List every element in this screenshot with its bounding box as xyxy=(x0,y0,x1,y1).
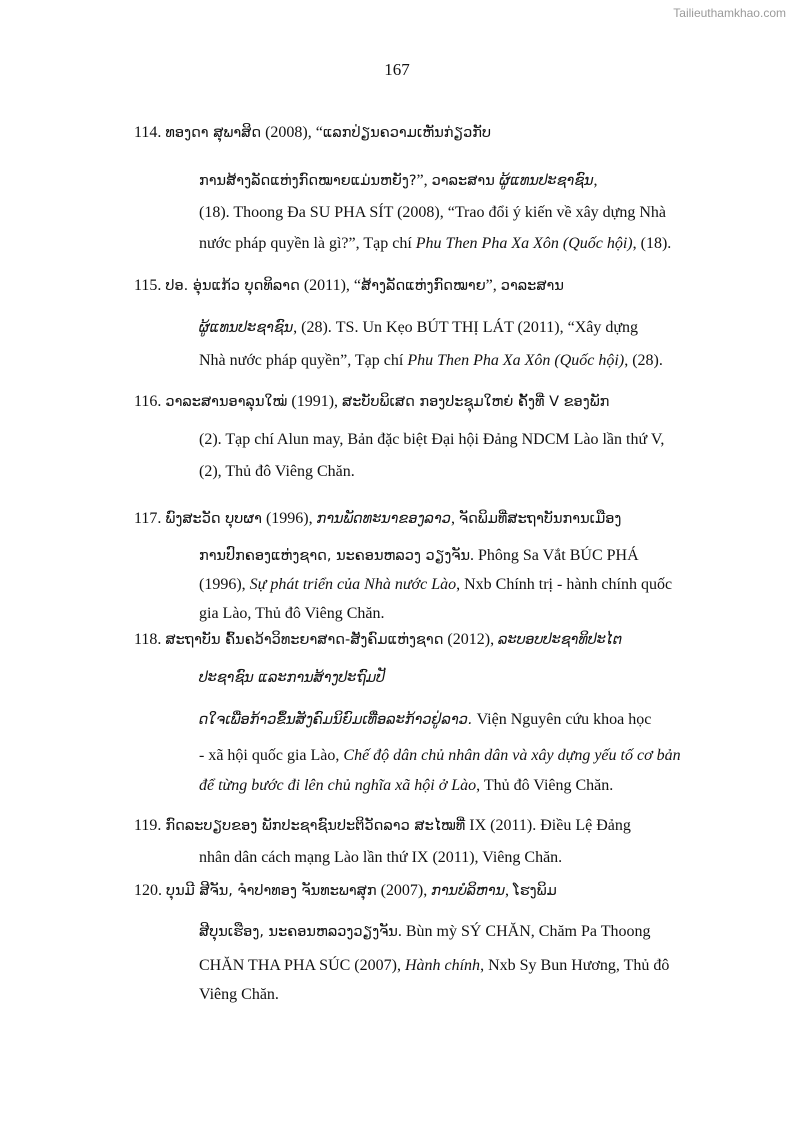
reference-line xyxy=(199,668,385,688)
reference-text: Viêng Chăn. xyxy=(199,986,279,1003)
reference-text: (1996), xyxy=(261,510,317,527)
italic-title-text: ປະຊາຊົນ ແລະການສ້າງປະຖົມປັ xyxy=(199,670,385,686)
italic-title-text: ການພັດທະນາຂອງລາວ xyxy=(316,511,451,527)
reference-line xyxy=(134,123,491,143)
italic-title-text: để từng bước đi lên chủ nghĩa xã hội ở Lào xyxy=(199,777,477,794)
page-number: 167 xyxy=(384,60,410,79)
reference-text: ແລກປ່ຽນຄວາມເຫັນກ່ຽວກັບ xyxy=(322,125,492,141)
reference-text: , Thủ đô Viêng Chăn. xyxy=(476,777,614,794)
reference-line xyxy=(199,234,671,254)
reference-line xyxy=(199,746,681,766)
reference-text: (2011), “ xyxy=(299,277,362,294)
reference-line xyxy=(199,430,664,450)
reference-text: ວາລະສານ xyxy=(431,173,500,189)
reference-line xyxy=(134,881,557,901)
reference-text: ທອງດາ ສຸພາສິດ xyxy=(165,125,262,141)
reference-text: ສະບັບພິເສດ ກອງປະຊຸມໃຫຍ່ ຄັ້ງທີ່ V ຂອງພັກ xyxy=(342,394,610,410)
watermark: Tailieuthamkhao.com xyxy=(673,6,786,20)
reference-line xyxy=(134,630,622,650)
reference-line xyxy=(199,351,663,371)
reference-text: , (18). xyxy=(632,235,672,252)
reference-text: ບຸນມີ ສີຈັນ, ຈຳປາທອງ ຈັນທະພາສຸກ xyxy=(166,883,377,899)
reference-line xyxy=(199,575,672,595)
reference-line xyxy=(199,848,562,868)
reference-line xyxy=(134,276,564,296)
italic-title-text: ຜູ້ແທນປະຊາຊົນ xyxy=(499,173,594,189)
italic-title-text: Phu Then Pha Xa Xôn (Quốc hội) xyxy=(407,352,625,369)
reference-text: ໂຮງພິມ xyxy=(513,883,557,899)
reference-line xyxy=(199,922,650,942)
reference-text: , (28). TS. Un Kẹo BÚT THỊ LÁT (2011), “Xây dựng xyxy=(293,319,639,336)
reference-text: ວາລະສານອາລຸນໃໝ່ xyxy=(165,394,288,410)
reference-text: ຈັດພິມທີ່ສະຖາບັນການເມືອງ xyxy=(458,511,622,527)
reference-text: ກົດລະບຽບຂອງ ພັກປະຊາຊົນປະຕິວັດລາວ ສະໄໝທີ່ xyxy=(165,818,466,834)
reference-line xyxy=(134,816,631,836)
reference-text: ສີບຸນເຮືອງ, ນະຄອນຫລວງວຽງຈັນ xyxy=(199,924,398,940)
reference-text: ການສ້າງລັດແຫ່ງກົດໝາຍແມ່ນຫຍັງ? xyxy=(199,173,417,189)
italic-title-text: Phu Then Pha Xa Xôn (Quốc hội) xyxy=(415,235,633,252)
italic-title-text: ການບໍລິຫານ xyxy=(431,883,506,899)
reference-line xyxy=(199,318,638,338)
reference-line xyxy=(199,604,385,624)
reference-text: Nhà nước pháp quyền”, Tạp chí xyxy=(199,352,408,369)
reference-text: 117. xyxy=(134,510,166,527)
reference-line xyxy=(199,710,651,730)
reference-line xyxy=(199,546,639,566)
italic-title-text: Chế độ dân chủ nhân dân và xây dựng yếu tố cơ bản xyxy=(343,747,681,764)
reference-text: ສ້າງລັດແຫ່ງກົດໝາຍ xyxy=(361,278,486,294)
reference-text: , Nxb Sy Bun Hương, Thủ đô xyxy=(480,957,670,974)
italic-title-text: ລະບອບປະຊາທິປະໄຕ xyxy=(498,632,623,648)
reference-text: , Nxb Chính trị - hành chính quốc xyxy=(456,576,673,593)
italic-title-text: ຜູ້ແທນປະຊາຊົນ xyxy=(199,320,294,336)
reference-text: (2007), xyxy=(376,882,432,899)
reference-text: Viện Nguyên cứu khoa học xyxy=(472,711,652,728)
reference-text: ພົງສະວັດ ບຸບຜາ xyxy=(165,511,262,527)
reference-text: nhân dân cách mạng Lào lần thứ IX (2011), Viêng Chăn. xyxy=(199,849,563,866)
reference-text: ປອ. ອຸ່ນແກ້ວ ບຸດທິລາດ xyxy=(165,278,300,294)
reference-line xyxy=(199,203,666,223)
reference-text: 119. xyxy=(134,817,166,834)
reference-text: ”, xyxy=(416,172,432,189)
reference-line xyxy=(199,985,279,1005)
reference-text: , xyxy=(505,882,514,899)
reference-text: , xyxy=(593,172,598,189)
reference-text: (1991), xyxy=(287,393,343,410)
reference-text: IX (2011). Điều Lệ Đảng xyxy=(465,817,631,834)
reference-text: ການປົກຄອງແຫ່ງຊາດ, ນະຄອນຫລວງ ວຽງຈັນ xyxy=(199,548,470,564)
reference-line xyxy=(199,462,355,482)
reference-text: 115. xyxy=(134,277,166,294)
reference-text: (2), Thủ đô Viêng Chăn. xyxy=(199,463,355,480)
reference-line xyxy=(199,776,613,796)
reference-text: (2008), “ xyxy=(261,124,323,141)
reference-text: ”, xyxy=(485,277,501,294)
reference-line xyxy=(134,509,621,529)
reference-text: , (28). xyxy=(624,352,663,369)
reference-line xyxy=(199,171,598,191)
reference-line xyxy=(199,956,669,976)
reference-text: ວາລະສານ xyxy=(500,278,564,294)
reference-text: 116. xyxy=(134,393,166,410)
italic-title-text: ດໃຈເພື່ອກ້າວຂຶ້ນສັງຄົມນິຍົມເທື່ອລະກ້າວຢູ່ລາວ. xyxy=(199,712,473,728)
reference-text: (2012), xyxy=(443,631,499,648)
reference-line xyxy=(134,392,609,412)
reference-text: (1996), xyxy=(199,576,250,593)
reference-text: , xyxy=(450,510,459,527)
reference-text: CHĂN THA PHA SÚC (2007), xyxy=(199,957,405,974)
reference-text: . Phông Sa Vắt BÚC PHÁ xyxy=(470,547,639,564)
reference-text: (2). Tạp chí Alun may, Bản đặc biệt Đại hội Đảng NDCM Lào lần thứ V, xyxy=(199,431,665,448)
reference-text: . Bùn mỳ SÝ CHĂN, Chăm Pa Thoong xyxy=(397,923,651,940)
reference-text: ສະຖາບັນ ຄົ້ນຄວ້າວິທະຍາສາດ-ສັງຄົມແຫ່ງຊາດ xyxy=(165,632,444,648)
reference-text: 120. xyxy=(134,882,166,899)
reference-text: 114. xyxy=(134,124,166,141)
italic-title-text: Hành chính xyxy=(404,957,481,974)
reference-text: gia Lào, Thủ đô Viêng Chăn. xyxy=(199,605,385,622)
reference-text: 118. xyxy=(134,631,166,648)
reference-text: - xã hội quốc gia Lào, xyxy=(199,747,344,764)
reference-text: nước pháp quyền là gì?”, Tạp chí xyxy=(199,235,416,252)
reference-text: (18). Thoong Đa SU PHA SÍT (2008), “Trao đổi ý kiến về xây dựng Nhà xyxy=(199,204,667,221)
italic-title-text: Sự phát triển của Nhà nước Lào xyxy=(249,576,457,593)
